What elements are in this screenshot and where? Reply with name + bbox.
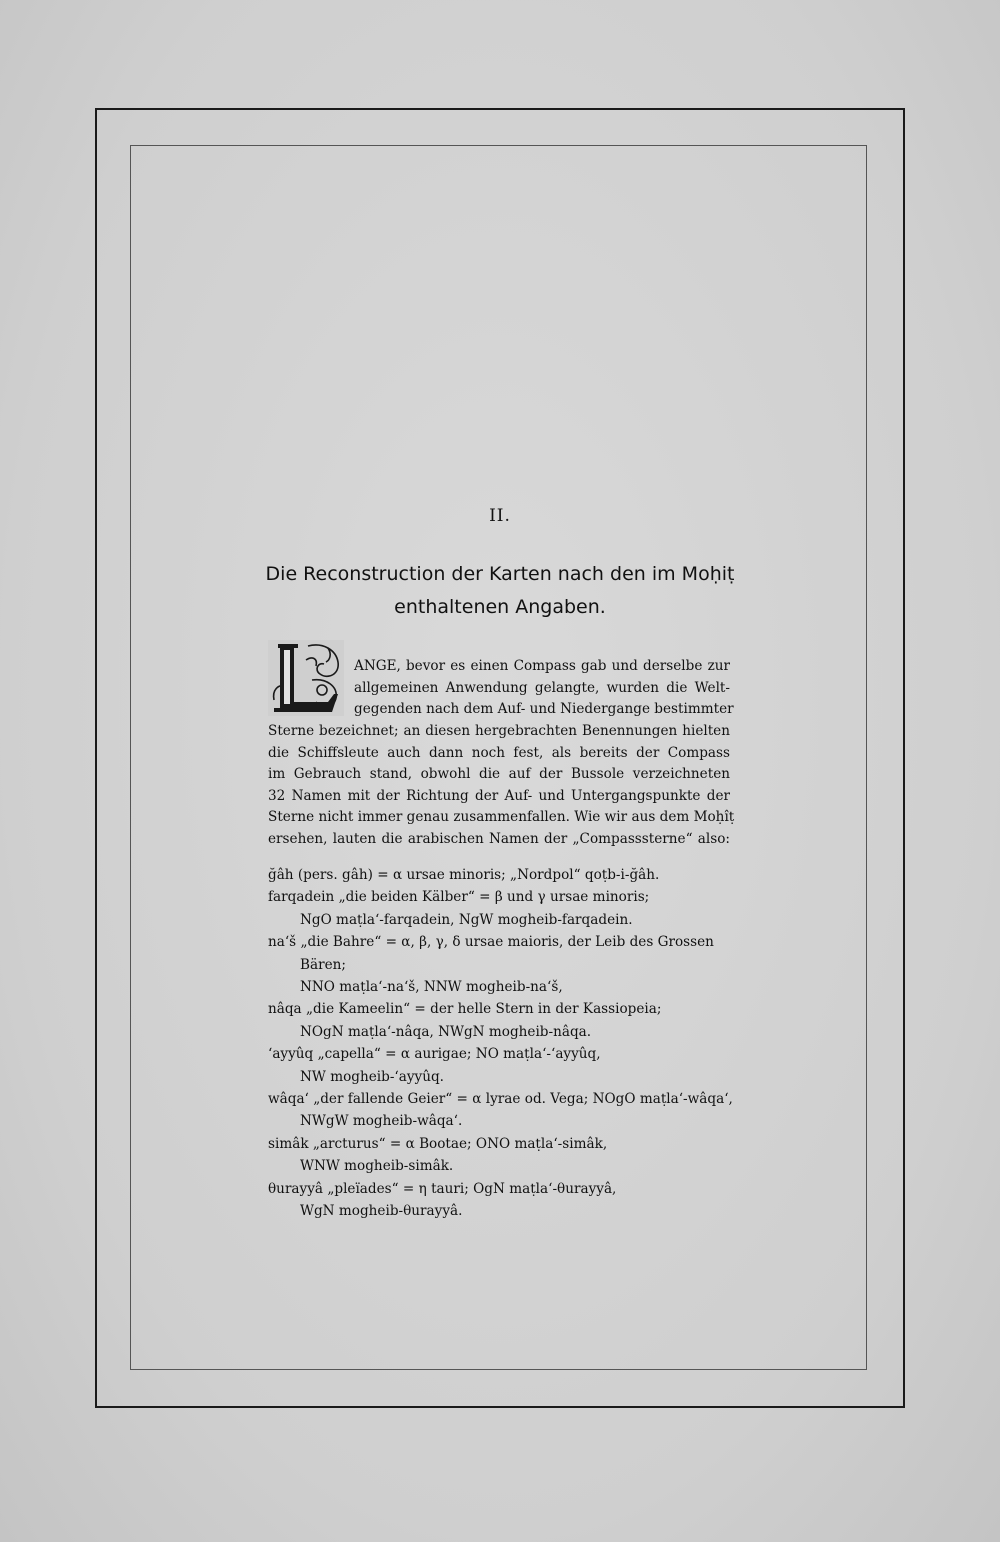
text-line: gegenden nach dem Auf- und Niedergange bestimmter [354,701,734,718]
list-item: NOgN maṭla‘-nâqa, NWgN mogheib-nâqa. [300,1023,592,1040]
list-item: nâqa „die Kameelin“ = der helle Stern in der Kassiopeia; [268,1001,662,1018]
text-line: ANGE, bevor es einen Compass gab und derselbe zur [354,658,730,674]
text-line: die Schiffsleute auch dann noch fest, als bereits der Compass [268,744,730,761]
paragraph-first-lines [268,656,734,721]
list-item: NWgW mogheib-wâqa‘. [300,1113,463,1130]
paragraph-body [268,721,735,851]
chapter-title-line-2: enthaltenen Angaben. [394,596,606,618]
list-item: farqadein „die beiden Kälber“ = β und γ ursae minoris; [268,889,650,906]
text-line: im Gebrauch stand, obwohl die auf der Bussole verzeichneten [268,766,730,783]
list-item: wâqa‘ „der fallende Geier“ = α lyrae od. Vega; NOgO maṭla‘-wâqa‘, [268,1091,733,1108]
list-item: NW mogheib-‘ayyûq. [300,1068,444,1085]
text-line: allgemeinen Anwendung gelangte, wurden die Welt- [354,679,730,696]
list-item: Bären; [300,956,346,973]
text-line: Sterne nicht immer genau zusammenfallen. Wie wir aus dem Moḥîṭ [268,809,735,826]
list-item: na‘š „die Bahre“ = α, β, γ, δ ursae maioris, der Leib des Grossen [268,934,714,951]
list-item: θurayyâ „pleïades“ = η tauri; OgN maṭla‘-θurayyâ, [268,1180,617,1197]
compass-star-list [268,864,748,1223]
list-item: WNW mogheib-simâk. [300,1158,454,1175]
list-item: WgN mogheib-θurayyâ. [300,1203,463,1220]
list-item: ğâh (pers. gâh) = α ursae minoris; „Nordpol“ qoṭb-i-ğâh. [268,867,660,883]
chapter-title-line-1: Die Reconstruction der Karten nach den im Moḥiṭ [265,563,735,585]
list-item: NgO maṭla‘-farqadein, NgW mogheib-farqadein. [300,911,633,928]
text-line: Sterne bezeichnet; an diesen hergebrachten Benennungen hielten [268,723,730,739]
chapter-number: II. [489,506,511,526]
text-line: 32 Namen mit der Richtung der Auf- und Untergangspunkte der [268,787,730,804]
list-item: NNO maṭla‘-na‘š, NNW mogheib-na‘š, [300,979,563,996]
list-item: simâk „arcturus“ = α Bootae; ONO maṭla‘-simâk, [268,1135,608,1152]
text-line: ersehen, lauten die arabischen Namen der „Compasssterne“ also: [268,830,730,847]
list-item: ‘ayyûq „capella“ = α aurigae; NO maṭla‘-‘ayyûq, [268,1046,601,1063]
